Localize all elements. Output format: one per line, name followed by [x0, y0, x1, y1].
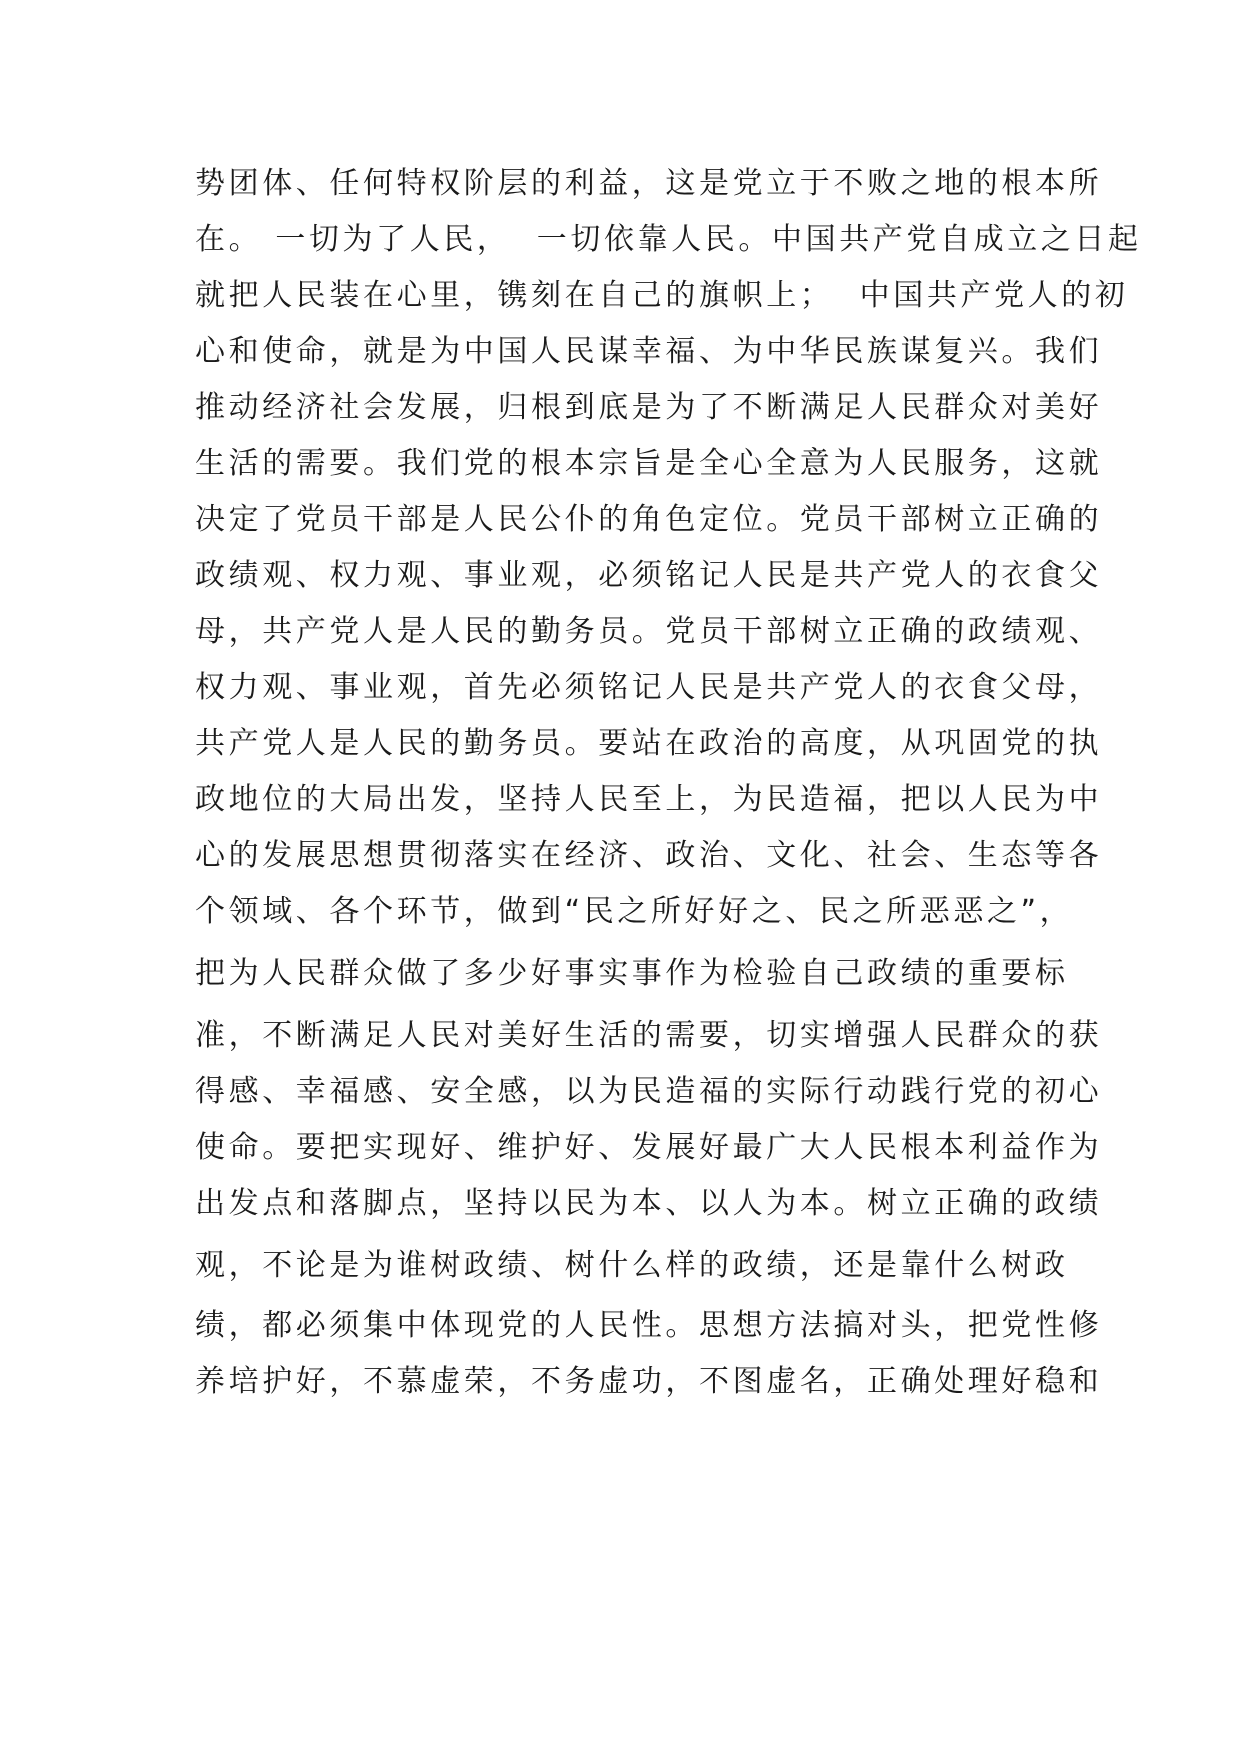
- text-line: 生活的需要。我们党的根本宗旨是全心全意为人民服务，这就: [195, 446, 1103, 481]
- text-line: 决定了党员干部是人民公仆的角色定位。党员干部树立正确的: [195, 502, 1103, 537]
- text-line: 个领域、各个环节，做到“民之所好好之、民之所恶恶之”，: [195, 894, 1074, 929]
- text-line: 出发点和落脚点，坚持以民为本、以人为本。树立正确的政绩: [195, 1186, 1103, 1221]
- text-line: 推动经济社会发展，归根到底是为了不断满足人民群众对美好: [195, 390, 1103, 425]
- text-line: 心和使命，就是为中国人民谋幸福、为中华民族谋复兴。我们: [195, 334, 1103, 369]
- text-line: 势团体、任何特权阶层的利益，这是党立于不败之地的根本所: [195, 166, 1103, 201]
- text-line: 共产党人是人民的勤务员。要站在政治的高度，从巩固党的执: [195, 726, 1103, 761]
- text-line: 在。 一切为了人民， 一切依靠人民。中国共产党自成立之日起: [195, 222, 1142, 257]
- text-line: 心的发展思想贯彻落实在经济、政治、文化、社会、生态等各: [195, 838, 1103, 873]
- text-line: 得感、幸福感、安全感，以为民造福的实际行动践行党的初心: [195, 1074, 1103, 1109]
- text-line: 绩，都必须集中体现党的人民性。思想方法搞对头，把党性修: [195, 1308, 1103, 1343]
- text-line: 使命。要把实现好、维护好、发展好最广大人民根本利益作为: [195, 1130, 1103, 1165]
- text-line: 权力观、事业观，首先必须铭记人民是共产党人的衣食父母，: [195, 670, 1103, 705]
- text-line: 准，不断满足人民对美好生活的需要，切实增强人民群众的获: [195, 1018, 1103, 1053]
- text-line: 政地位的大局出发，坚持人民至上，为民造福，把以人民为中: [195, 782, 1103, 817]
- text-line: 观，不论是为谁树政绩、树什么样的政绩，还是靠什么树政: [195, 1248, 1069, 1283]
- text-line: 把为人民群众做了多少好事实事作为检验自己政绩的重要标: [195, 956, 1069, 991]
- text-line: 政绩观、权力观、事业观，必须铭记人民是共产党人的衣食父: [195, 558, 1103, 593]
- text-line: 就把人民装在心里，镌刻在自己的旗帜上； 中国共产党人的初: [195, 278, 1129, 313]
- text-line: 养培护好，不慕虚荣，不务虚功，不图虚名，正确处理好稳和: [195, 1364, 1103, 1399]
- text-line: 母，共产党人是人民的勤务员。党员干部树立正确的政绩观、: [195, 614, 1103, 649]
